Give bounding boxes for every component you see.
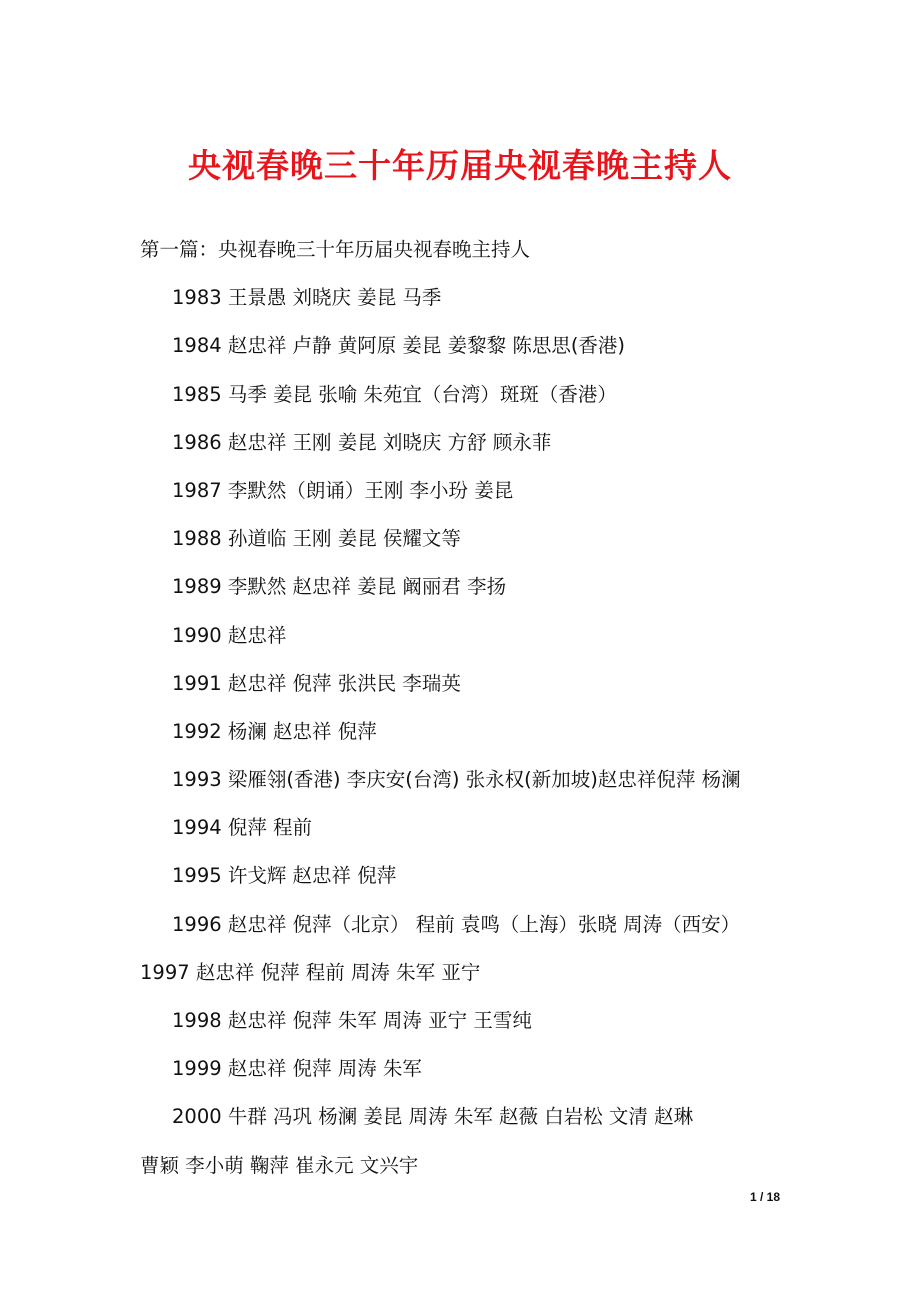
- host-list-line: 2000 牛群 冯巩 杨澜 姜昆 周涛 朱军 赵薇 白岩松 文清 赵琳: [172, 1105, 694, 1129]
- host-list-line: 1990 赵忠祥: [172, 623, 287, 647]
- host-list-line: 1986 赵忠祥 王刚 姜昆 刘晓庆 方舒 顾永菲: [172, 430, 552, 454]
- document-body: [140, 226, 790, 1190]
- host-list-line: 1985 马季 姜昆 张喻 朱苑宜（台湾）斑斑（香港）: [172, 382, 617, 406]
- document-title: 央视春晚三十年历届央视春晚主持人: [188, 146, 732, 185]
- host-list-line: 1998 赵忠祥 倪萍 朱军 周涛 亚宁 王雪纯: [172, 1009, 532, 1032]
- host-list-line: 1995 许戈辉 赵忠祥 倪萍: [172, 864, 397, 888]
- host-list-line: 1993 梁雁翎(香港) 李庆安(台湾) 张永权(新加坡)赵忠祥倪萍 杨澜: [172, 768, 741, 792]
- host-list-line: 1983 王景愚 刘晓庆 姜昆 马季: [172, 286, 442, 310]
- section-heading: 第一篇：央视春晚三十年历届央视春晚主持人: [140, 238, 531, 261]
- host-list-line: 1988 孙道临 王刚 姜昆 侯耀文等: [172, 527, 461, 551]
- host-list-line: 1991 赵忠祥 倪萍 张洪民 李瑞英: [172, 671, 461, 695]
- page-number: 1 / 18: [749, 1190, 780, 1204]
- host-list-line: 1987 李默然（朗诵）王刚 李小玢 姜昆: [172, 478, 514, 502]
- host-list-line: 1984 赵忠祥 卢静 黄阿原 姜昆 姜黎黎 陈思思(香港): [172, 334, 626, 358]
- host-list-line: 1996 赵忠祥 倪萍（北京） 程前 袁鸣（上海）张晓 周涛（西安）: [172, 912, 741, 936]
- host-list-line: 1994 倪萍 程前: [172, 816, 313, 840]
- host-list-continuation: 曹颖 李小萌 鞠萍 崔永元 文兴宇: [140, 1153, 419, 1177]
- host-list-line: 1992 杨澜 赵忠祥 倪萍: [172, 719, 377, 743]
- host-list-line: 1989 李默然 赵忠祥 姜昆 阚丽君 李扬: [172, 575, 507, 599]
- host-list-line-wrapped: 1997 赵忠祥 倪萍 程前 周涛 朱军 亚宁: [140, 960, 481, 984]
- host-list-line: 1999 赵忠祥 倪萍 周涛 朱军: [172, 1057, 422, 1081]
